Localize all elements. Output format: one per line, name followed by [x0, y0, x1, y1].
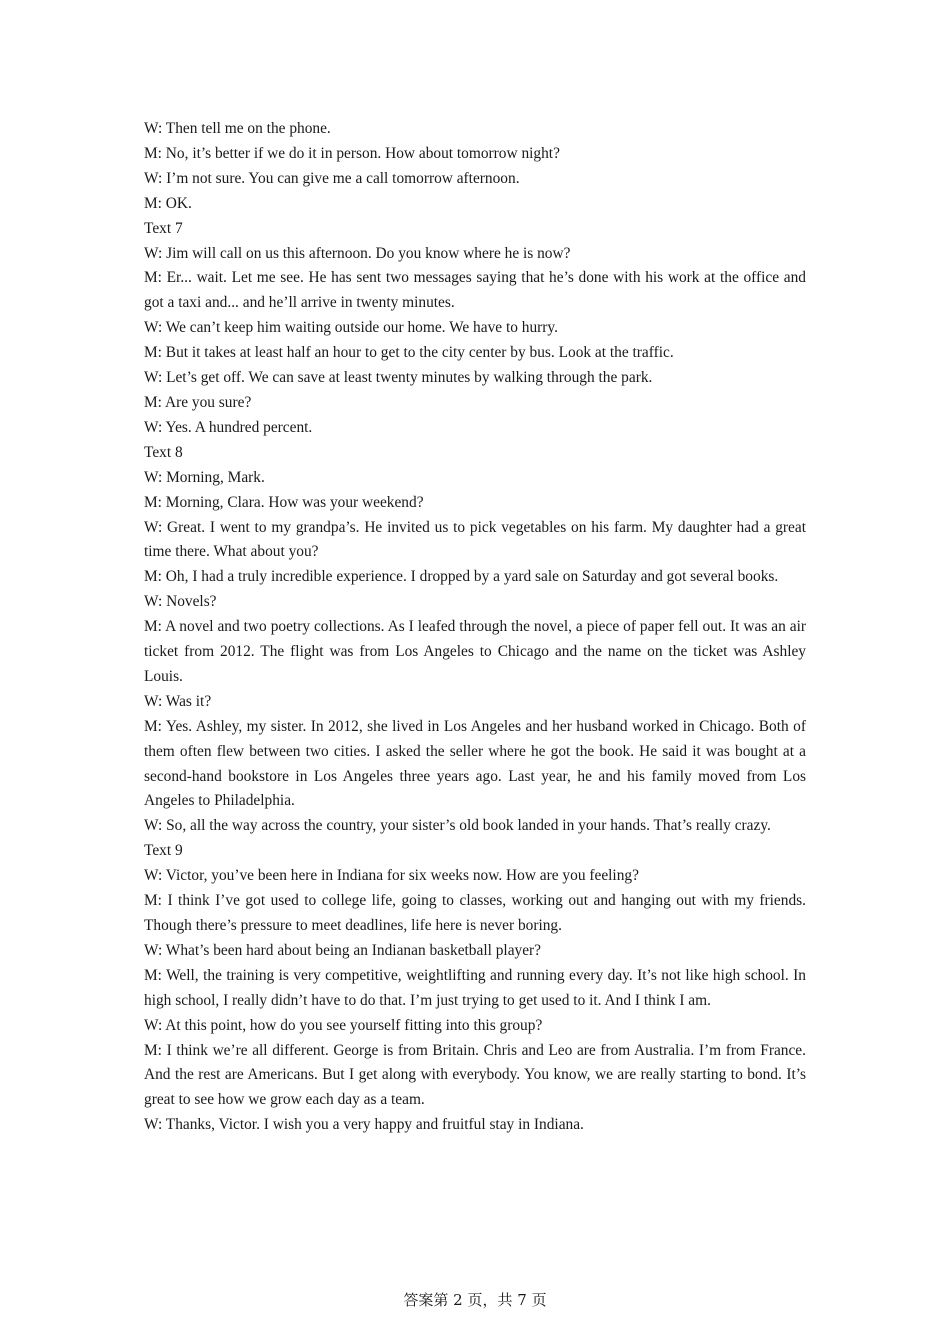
- transcript-line: M: Er... wait. Let me see. He has sent two messages saying that he’s done with his work at the office and got a taxi and... and he’ll arrive in twenty minutes.: [144, 269, 806, 312]
- transcript-line: W: Thanks, Victor. I wish you a very happy and fruitful stay in Indiana.: [144, 1116, 584, 1134]
- transcript-line: M: OK.: [144, 194, 192, 212]
- section-heading-text-9: Text 9: [144, 842, 183, 860]
- transcript-line: W: We can’t keep him waiting outside our home. We have to hurry.: [144, 319, 558, 337]
- section-heading-text-7: Text 7: [144, 219, 183, 237]
- transcript-line: W: Novels?: [144, 593, 217, 611]
- transcript-line: W: Then tell me on the phone.: [144, 120, 331, 137]
- transcript-line: M: Morning, Clara. How was your weekend?: [144, 493, 424, 511]
- transcript-line: M: I think we’re all different. George is from Britain. Chris and Leo are from Australia. I’m from France. And the rest are Americans. But I get along with everybody. You know, we are really starting to bond. It’s great to see how we grow each day as a team.: [144, 1041, 806, 1109]
- transcript-line: W: Jim will call on us this afternoon. Do you know where he is now?: [144, 244, 571, 262]
- transcript-line: M: Are you sure?: [144, 393, 252, 411]
- section-heading-text-8: Text 8: [144, 443, 183, 461]
- transcript-line: M: Oh, I had a truly incredible experience. I dropped by a yard sale on Saturday and got several books.: [144, 568, 779, 586]
- transcript-line: W: So, all the way across the country, your sister’s old book landed in your hands. That’s really crazy.: [144, 817, 771, 835]
- page-number-footer: 答案第 2 页，共 7 页: [403, 1291, 547, 1309]
- transcript-line: W: Morning, Mark.: [144, 468, 265, 486]
- transcript-line: M: A novel and two poetry collections. As I leafed through the novel, a piece of paper fell out. It was an air ticket from 2012. The flight was from Los Angeles to Chicago and the name on the ticket was Ashley Louis.: [144, 618, 806, 685]
- transcript-line: W: Victor, you’ve been here in Indiana for six weeks now. How are you feeling?: [144, 867, 639, 885]
- transcript-body: [144, 117, 806, 1138]
- transcript-line: M: But it takes at least half an hour to get to the city center by bus. Look at the traffic.: [144, 344, 674, 362]
- transcript-line: W: Let’s get off. We can save at least twenty minutes by walking through the park.: [144, 369, 653, 387]
- transcript-line: W: I’m not sure. You can give me a call tomorrow afternoon.: [144, 169, 520, 187]
- transcript-line: W: What’s been hard about being an Indianan basketball player?: [144, 941, 542, 959]
- transcript-line: W: Great. I went to my grandpa’s. He invited us to pick vegetables on his farm. My daughter had a great time there. What about you?: [144, 518, 806, 561]
- transcript-line: M: Well, the training is very competitive, weightlifting and running every day. It’s not like high school. In high school, I really didn’t have to do that. I’m just trying to get used to it. And I think I am.: [144, 966, 806, 1009]
- transcript-line: W: Was it?: [144, 692, 212, 710]
- transcript-line: W: At this point, how do you see yourself fitting into this group?: [144, 1016, 543, 1034]
- transcript-line: M: I think I’ve got used to college life, going to classes, working out and hanging out with my friends. Though there’s pressure to meet deadlines, life here is never boring.: [144, 892, 806, 934]
- transcript-line: M: Yes. Ashley, my sister. In 2012, she lived in Los Angeles and her husband worked in Chicago. Both of them often flew between two cities. I asked the seller where he got the book. He said it was bought at a second-hand bookstore in Los Angeles three years ago. Last year, he and his family moved from Los Angeles to Philadelphia.: [144, 717, 806, 810]
- transcript-line: M: No, it’s better if we do it in person. How about tomorrow night?: [144, 144, 560, 162]
- transcript-line: W: Yes. A hundred percent.: [144, 418, 313, 436]
